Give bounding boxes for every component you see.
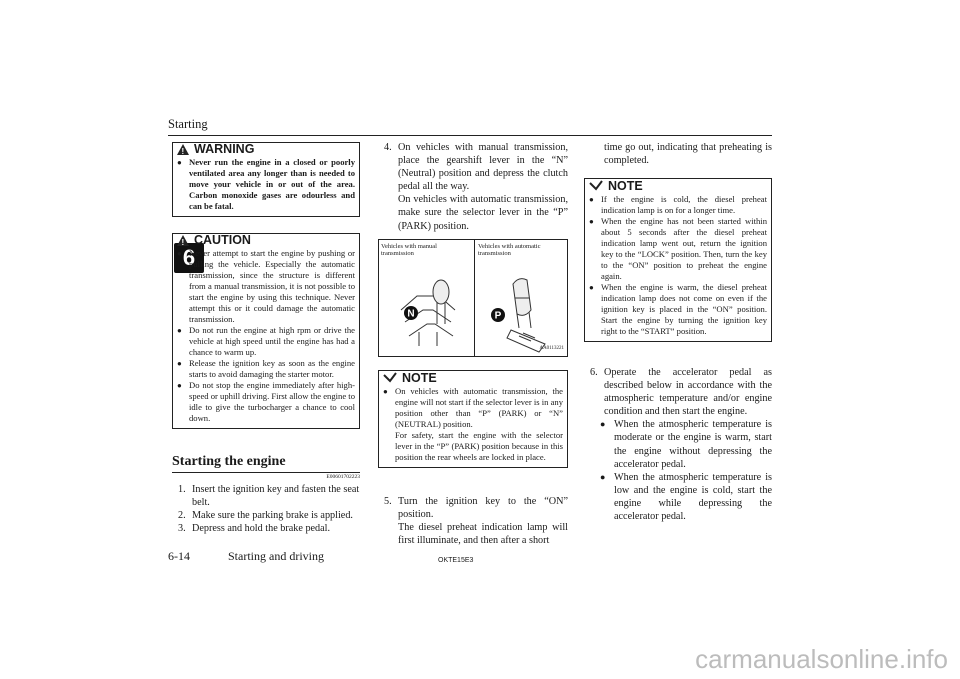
caution-triangle-icon xyxy=(177,235,189,246)
note-label-mid: NOTE xyxy=(402,370,437,385)
step-4-text-auto: On vehicles with automatic transmission, make sure the selector lever in the “P” (PARK) position. xyxy=(398,194,568,232)
shift-lever-figure xyxy=(378,239,568,357)
step-2: 2. Make sure the parking brake is applied. xyxy=(178,510,353,522)
step-5-continued: time go out, indicating that preheating is completed. xyxy=(604,142,772,167)
step-5-text-cont: The diesel preheat indication lamp will first illuminate, and then after a short xyxy=(398,522,568,547)
step-1: 1. Insert the ignition key and fasten the seat belt. xyxy=(178,484,360,509)
step-4: 4. On vehicles with manual transmission, place the gearshift lever in the “N” (Neutral) position and depress the clutch pedal all the way. On vehicles with automatic transmission, make sure the selector lever in the “P” (PARK) position. xyxy=(384,142,568,232)
warning-box xyxy=(172,142,360,217)
section-title: Starting the engine xyxy=(172,454,286,469)
figure-drawing xyxy=(379,240,569,358)
page-number: 6-14 xyxy=(168,549,190,563)
caution-item: ● Do not run the engine at high rpm or drive the vehicle at high speed until the engine has had a chance to warm up. xyxy=(177,325,355,358)
note-pencil-icon xyxy=(383,372,397,384)
note-box-right xyxy=(584,178,772,342)
footer-chapter: Starting and driving xyxy=(228,549,324,563)
steps-left xyxy=(178,483,362,535)
note-label-right: NOTE xyxy=(608,178,643,193)
warning-header xyxy=(173,143,359,157)
step-4-text-manual: On vehicles with manual transmission, place the gearshift lever in the “N” (Neutral) position and depress the clutch pedal all the way. xyxy=(398,142,568,193)
footer-code: OKTE15E3 xyxy=(438,557,474,564)
header-rule xyxy=(168,135,772,136)
step-6: 6. Operate the accelerator pedal as described below in accordance with the atmospheric temperature and/or engine condition and then start the engine. ● When the atmospheric temperature is moderate or the engine is warm, start the engine without depressing the accelerator pedal. ● When the atmospheric temperature is low and the engine is cold, start the engine while depressing the accelerator pedal. xyxy=(590,366,772,523)
warning-item: ● Never run the engine in a closed or poorly ventilated area any longer than is needed to move your vehicle in or out of the area. Carbon monoxide gases are odourless and can be fatal. xyxy=(177,157,355,212)
caution-box xyxy=(172,233,360,429)
section-rule xyxy=(172,472,360,473)
step-6-text: Operate the accelerator pedal as described below in accordance with the atmospheric temperature and/or engine condition and then start the engine. xyxy=(604,367,772,418)
caution-item: ● Do not stop the engine immediately after high-speed or uphill driving. First allow the engine to idle to give the turbocharger a chance to cool down. xyxy=(177,380,355,424)
note-header-mid xyxy=(379,371,567,386)
step-5: 5. Turn the ignition key to the “ON” position. The diesel preheat indication lamp will first illuminate, and then after a short xyxy=(384,496,568,547)
section-code: E00601702223 xyxy=(326,474,360,480)
chapter-tab: 6 xyxy=(174,243,204,273)
note-box-mid xyxy=(378,370,568,468)
note-item: ● When the engine has not been started within about 5 seconds after the diesel preheat indication lamp went out, return the ignition key to the “LOCK” position. Then, turn the key to the “ON” position to preheat the engine again. xyxy=(589,216,767,282)
caution-header xyxy=(173,234,359,248)
watermark-text: carmanualsonline.info xyxy=(695,644,948,674)
note-pencil-icon xyxy=(589,180,603,192)
note-item: ● If the engine is cold, the diesel preheat indication lamp is on for a longer time. xyxy=(589,194,767,216)
n-marker-letter: N xyxy=(407,308,415,320)
caution-item: ● Release the ignition key as soon as the engine starts to avoid damaging the starter motor. xyxy=(177,358,355,380)
caution-label: CAUTION xyxy=(194,233,251,247)
running-header: Starting xyxy=(168,117,208,131)
step-5-text: Turn the ignition key to the “ON” position. xyxy=(398,496,568,521)
figure-code: AA0113221 xyxy=(539,346,564,351)
note-header-right xyxy=(585,179,771,194)
warning-label: WARNING xyxy=(194,142,255,156)
figure-label-auto: Vehicles with automatic transmission xyxy=(478,243,541,257)
figure-label-manual: Vehicles with manual transmission xyxy=(381,243,437,257)
auto-selector-lever-icon xyxy=(507,279,545,352)
step-6-item: ● When the atmospheric temperature is low and the engine is cold, start the engine while depressing the accelerator pedal. xyxy=(590,471,772,523)
p-marker-letter: P xyxy=(494,310,502,322)
note-item: ● On vehicles with automatic transmission, the engine will not start if the selector lever is in any position other than “P” (PARK) or “N” (NEUTRAL) position. For safety, start the engine with the selector lever in the “P” (PARK) position because in this position the rear wheels are locked in place. xyxy=(383,386,563,463)
warning-triangle-icon xyxy=(177,144,189,155)
note-item: ● When the engine is warm, the diesel preheat indication lamp does not come on even if the ignition key is placed in the “ON” position. Start the engine by turning the ignition key right to the “START” position. xyxy=(589,282,767,337)
step-3: 3. Depress and hold the brake pedal. xyxy=(178,523,331,535)
caution-item: ● Never attempt to start the engine by pushing or pulling the vehicle. Especially the automatic transmission, since the structure is different from a manual transmission, it is not possible to start the engine by using this technique. Never attempt this or it could damage the automatic transmission. xyxy=(177,248,355,325)
step-6-item: ● When the atmospheric temperature is moderate or the engine is warm, start the engine without depressing the accelerator pedal. xyxy=(590,418,772,470)
